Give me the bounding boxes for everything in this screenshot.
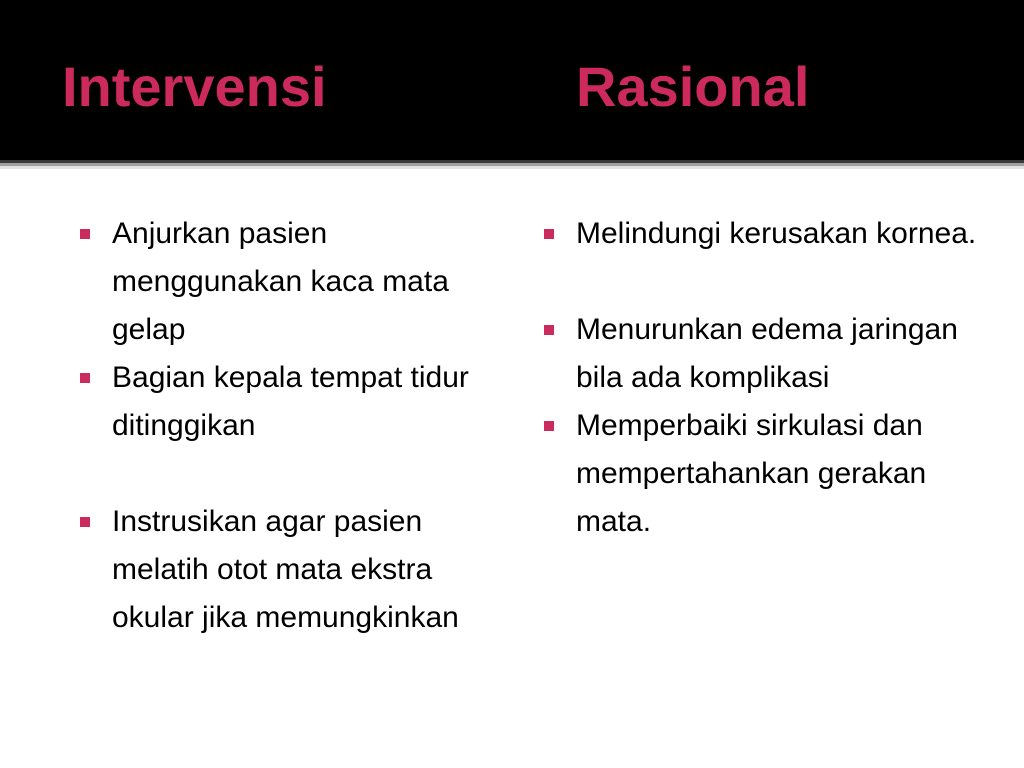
intervensi-item-text: Bagian kepala tempat tidur ditinggikan [112, 361, 469, 442]
title-rasional: Rasional [576, 55, 810, 118]
rasional-item [542, 306, 982, 402]
square-bullet-icon [544, 229, 554, 239]
title-divider-shadow [0, 166, 1024, 169]
intervensi-item [78, 210, 498, 354]
intervensi-list [78, 210, 498, 642]
rasional-item-text: Melindungi kerusakan kornea. [576, 217, 977, 250]
rasional-item [542, 402, 982, 546]
rasional-item-text: Memperbaiki sirkulasi dan mempertahankan gerakan mata. [576, 409, 927, 538]
intervensi-item [78, 498, 498, 642]
title-intervensi: Intervensi [62, 55, 327, 118]
intervensi-item-text: Instrusikan agar pasien melatih otot mata ekstra okular jika memungkinkan [112, 505, 459, 634]
square-bullet-icon [80, 229, 90, 239]
intervensi-item-text: Anjurkan pasien menggunakan kaca mata gelap [112, 217, 449, 346]
title-bar [0, 0, 1024, 160]
square-bullet-icon [544, 325, 554, 335]
square-bullet-icon [80, 373, 90, 383]
rasional-item-text: Menurunkan edema jaringan bila ada komplikasi [576, 313, 958, 394]
rasional-item [542, 210, 982, 258]
square-bullet-icon [544, 421, 554, 431]
rasional-list [542, 210, 982, 546]
square-bullet-icon [80, 517, 90, 527]
intervensi-item [78, 354, 498, 450]
